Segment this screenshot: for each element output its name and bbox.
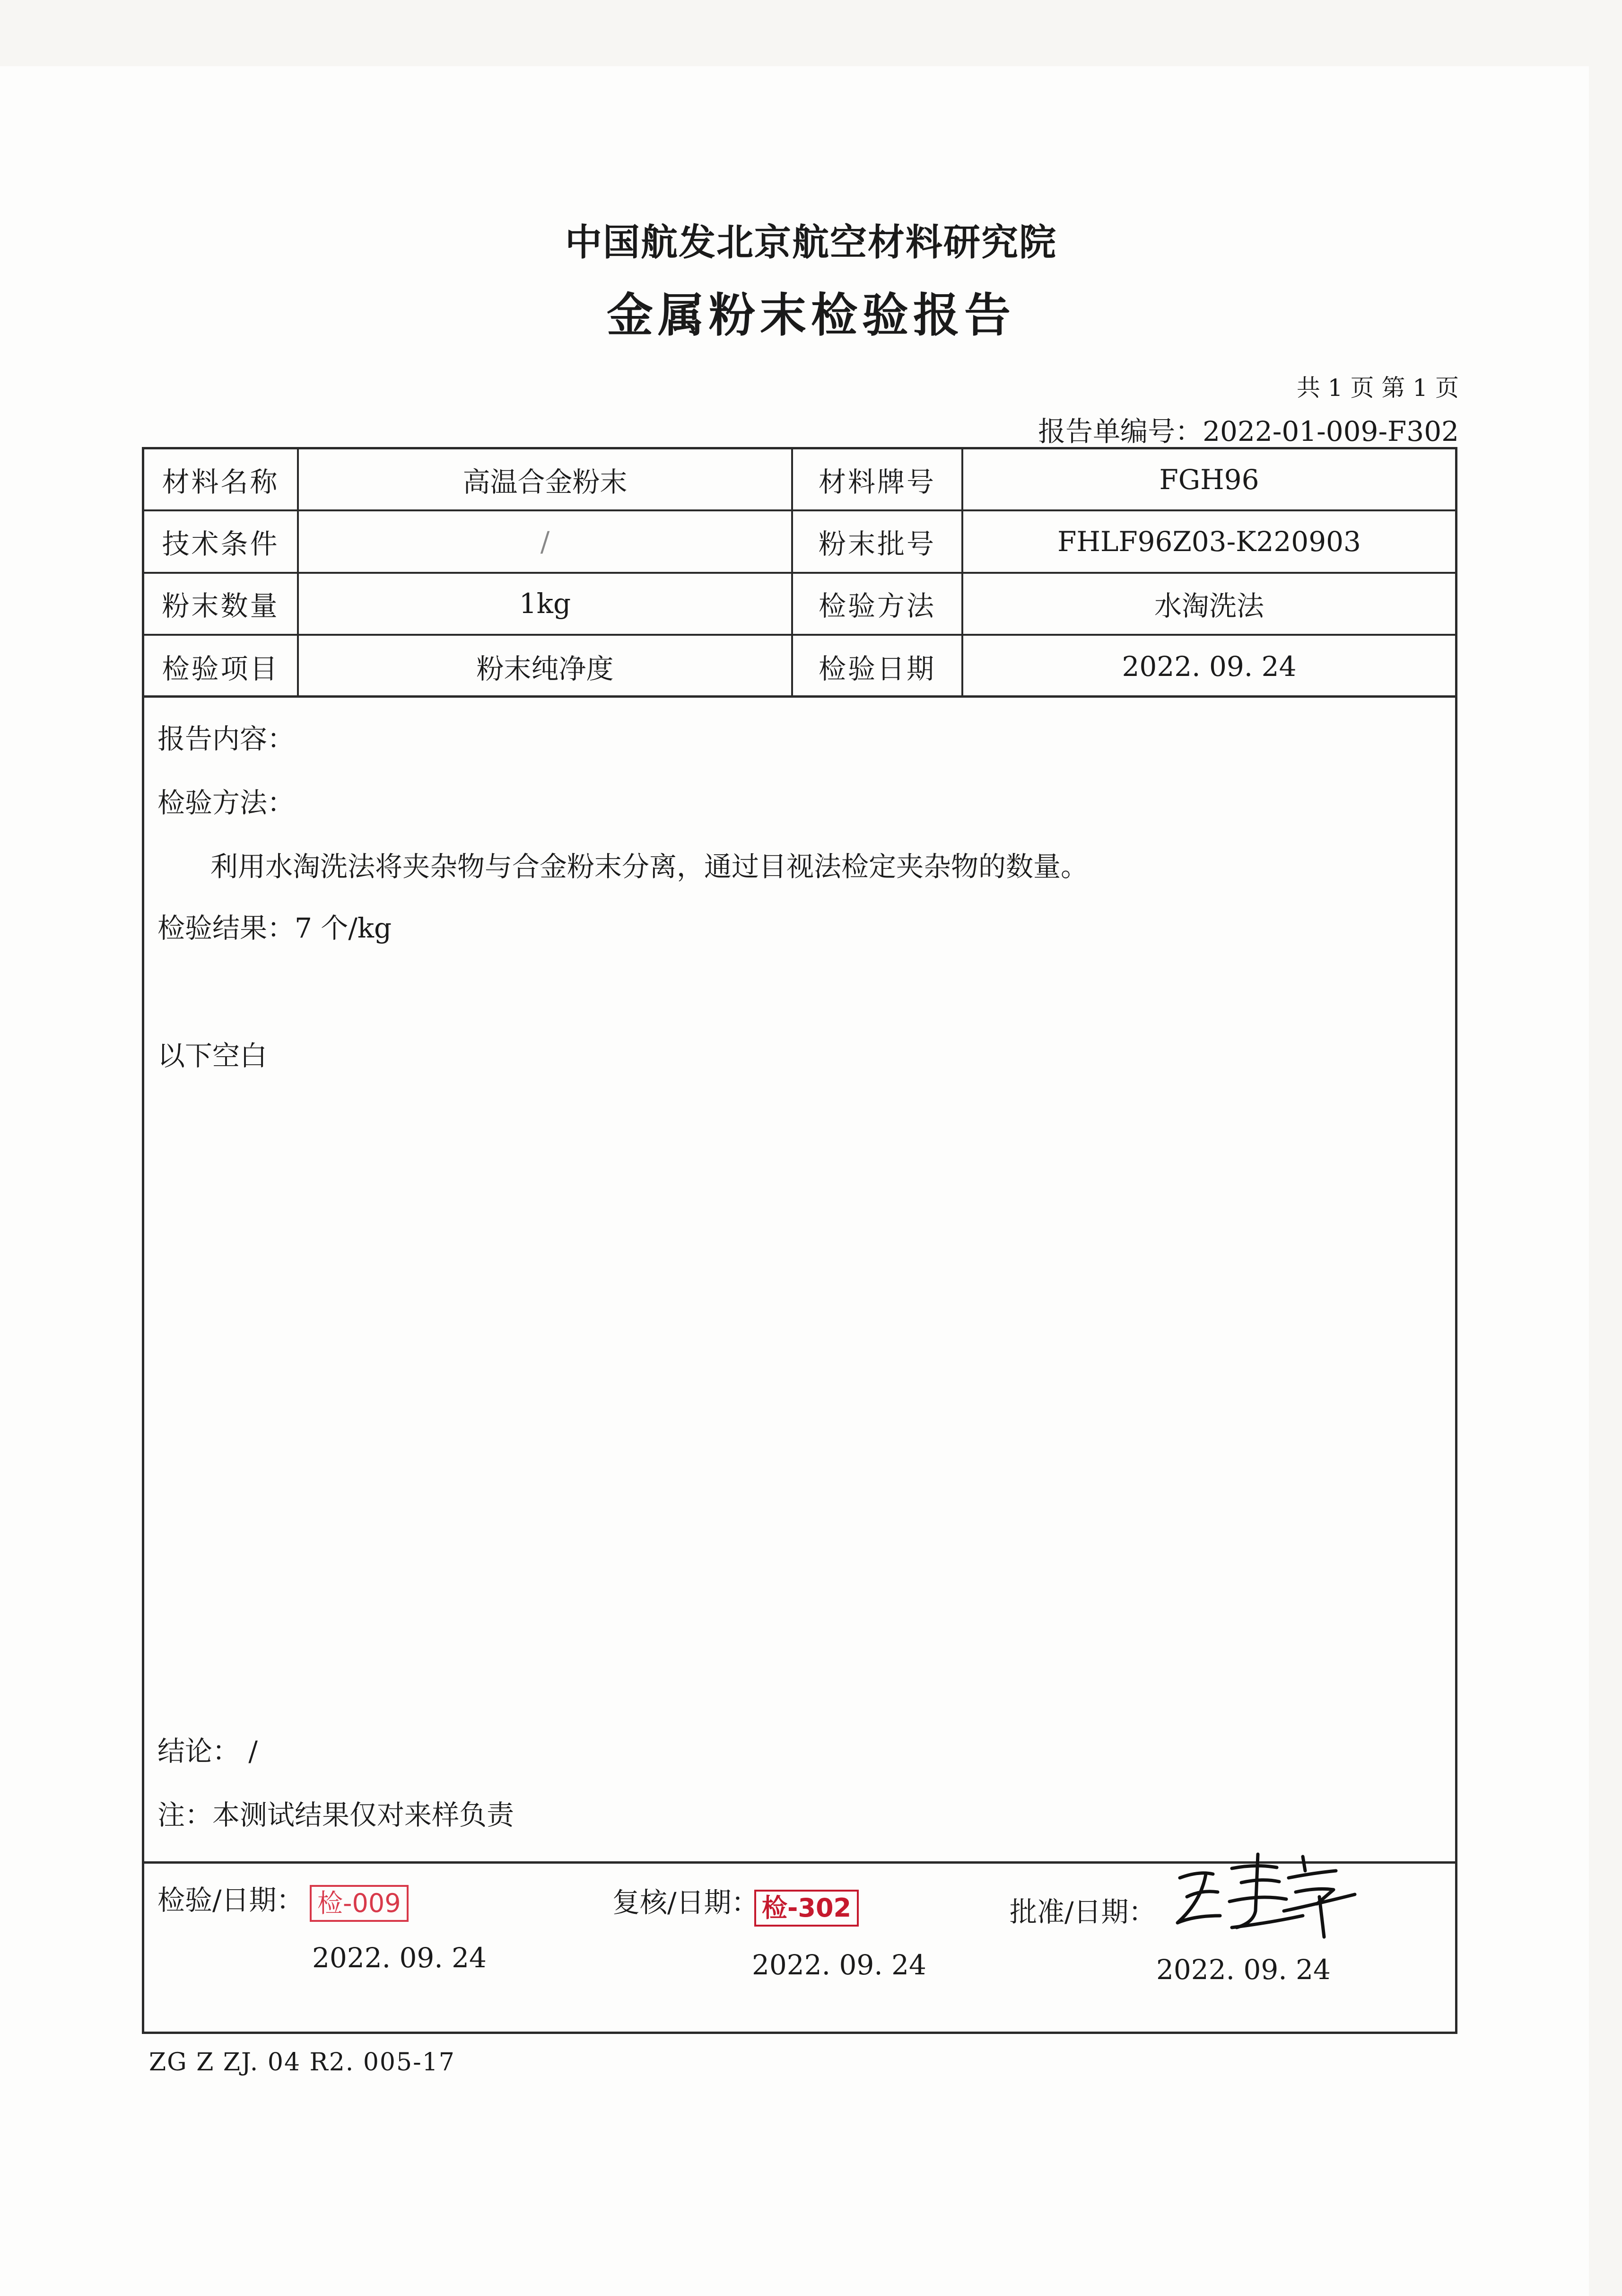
value-powder-quantity: 1kg [299,574,793,636]
blank-note: 以下空白 [157,1040,268,1072]
report-frame [142,447,1457,2034]
label-inspection-date: 检验日期 [793,636,963,698]
label-powder-batch: 粉末批号 [793,511,963,573]
approver-signature [1161,1845,1360,1939]
value-material-name: 高温合金粉末 [299,449,793,511]
form-code: ZG Z ZJ. 04 R2. 005-17 [149,2048,455,2077]
approve-date: 2022. 09. 24 [1156,1954,1331,1986]
conclusion: 结论： / [157,1735,258,1767]
label-material-name: 材料名称 [144,449,299,511]
inspect-label: 检验/日期： [157,1884,304,1916]
disclaimer-note: 注：本测试结果仅对来样负责 [157,1799,515,1831]
label-powder-quantity: 粉末数量 [144,574,299,636]
inspect-date: 2022. 09. 24 [312,1942,487,1974]
approve-label: 批准/日期： [1010,1896,1156,1928]
page-info: 共 1 页 第 1 页 [1296,374,1459,402]
institute-name: 中国航发北京航空材料研究院 [565,221,1057,264]
method-heading: 检验方法： [157,787,295,819]
value-powder-batch: FHLF96Z03-K220903 [963,511,1455,573]
value-inspection-date: 2022. 09. 24 [1122,650,1297,683]
report-title: 金属粉末检验报告 [606,289,1015,342]
label-tech-condition: 技术条件 [144,511,299,573]
value-material-grade: FGH96 [963,449,1455,511]
info-table [144,449,1455,698]
report-content-heading: 报告内容： [157,723,295,755]
inspector-stamp: 检-009 [310,1885,409,1922]
review-date: 2022. 09. 24 [752,1949,926,1981]
report-number: 报告单编号：2022-01-009-F302 [1038,415,1459,447]
value-inspection-item: 粉末纯净度 [299,636,793,698]
label-inspection-method: 检验方法 [793,574,963,636]
inspection-result: 检验结果：7 个/kg [157,912,392,944]
label-material-grade: 材料牌号 [793,449,963,511]
method-text: 利用水淘洗法将夹杂物与合金粉末分离，通过目视法检定夹杂物的数量。 [210,850,1089,883]
value-tech-condition: / [299,511,793,573]
value-inspection-method: 水淘洗法 [963,574,1455,636]
review-label: 复核/日期： [612,1886,759,1919]
label-inspection-item: 检验项目 [144,636,299,698]
reviewer-stamp: 检-302 [754,1890,859,1927]
